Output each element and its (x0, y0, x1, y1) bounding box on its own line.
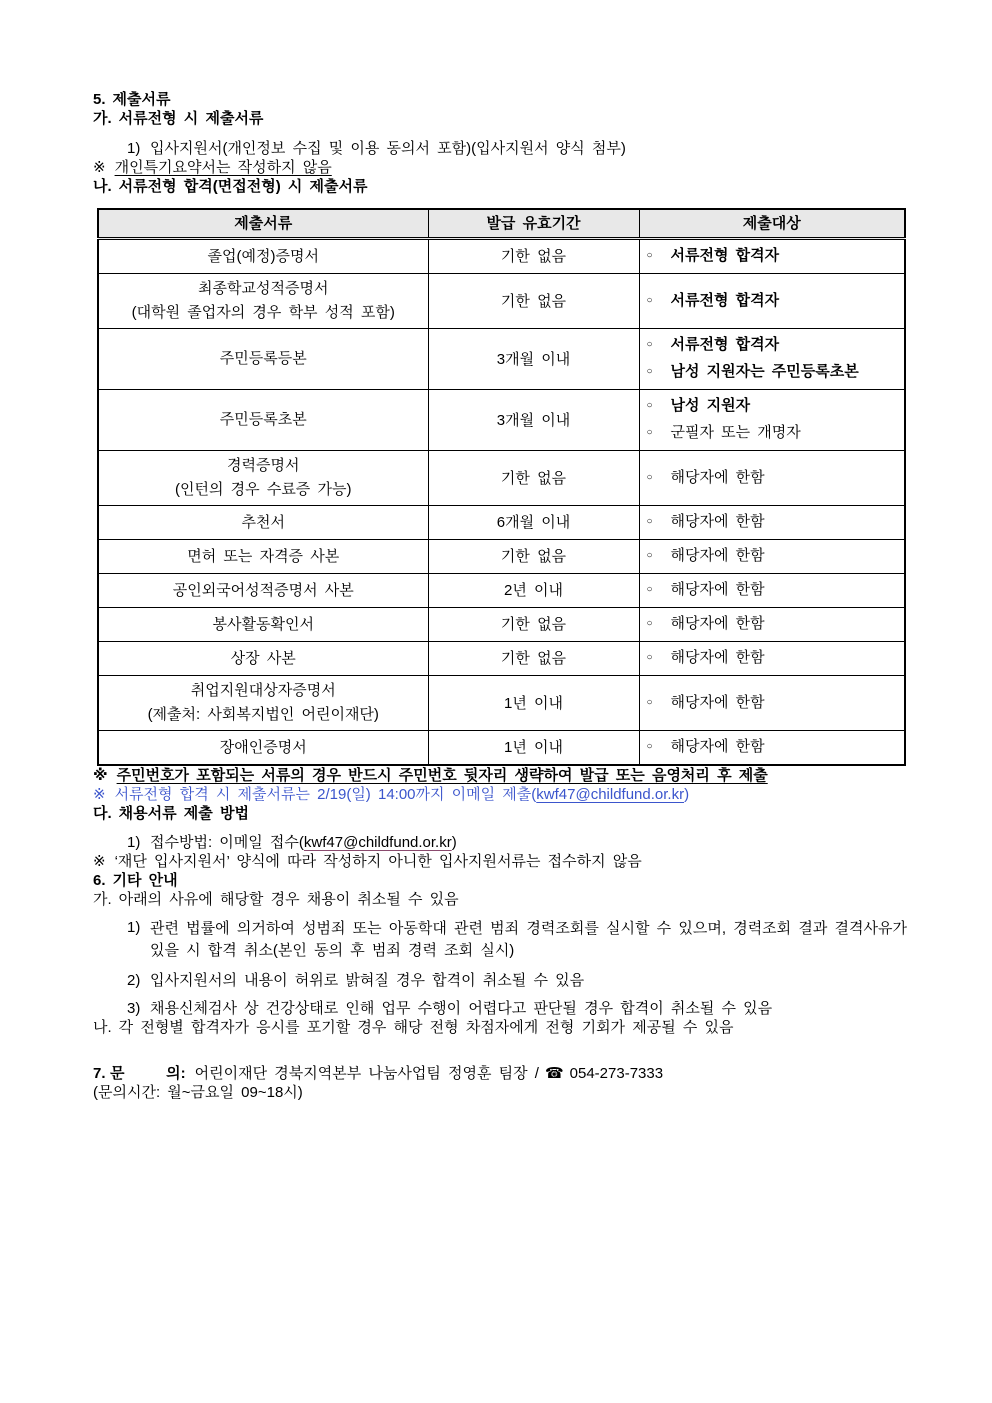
doc-name-cell (98, 506, 428, 540)
doc-name-cell (98, 274, 428, 329)
ga-title: 서류전형 시 제출서류 (118, 110, 264, 127)
item-number: 1) (127, 140, 141, 157)
item-text: 접수방법: 이메일 접수(kwf47@childfund.or.kr) (150, 834, 457, 851)
section7-number: 7. (93, 1065, 106, 1082)
target-cell (639, 329, 905, 390)
email-link[interactable]: kwf47@childfund.or.kr (303, 834, 452, 851)
section6-number: 6. (93, 872, 106, 889)
section5-ga-heading (93, 109, 907, 128)
table-row (98, 540, 905, 574)
da-label: 다. (93, 805, 112, 822)
section-da-item1 (127, 833, 907, 852)
item-text: 입사지원서의 내용이 허위로 밝혀질 경우 합격이 취소될 수 있음 (150, 972, 585, 989)
note-mark: ※ (93, 767, 108, 784)
circle-bullet-icon: ○ (646, 516, 653, 527)
doc-name-cell (98, 574, 428, 608)
table-note-privacy (93, 766, 907, 785)
table-row (98, 390, 905, 451)
validity-cell: 기한 없음 (428, 540, 639, 574)
ref-text: 개인특기요약서는 작성하지 않음 (114, 159, 332, 176)
circle-bullet-icon: ○ (646, 741, 653, 752)
section5-ref-note (93, 158, 907, 177)
section5-title: 제출서류 (112, 91, 171, 108)
target-line: ○ 군필자 또는 개명자 (647, 420, 903, 447)
circle-bullet-icon: ○ (646, 366, 653, 377)
validity-cell: 기한 없음 (428, 608, 639, 642)
circle-bullet-icon: ○ (646, 294, 653, 306)
table-row (98, 642, 905, 676)
col-header-validity: 발급 유효기간 (428, 209, 639, 239)
section5-number: 5. (93, 91, 106, 108)
circle-bullet-icon: ○ (646, 339, 653, 350)
note-mark: ※ (93, 786, 106, 803)
table-header-row (98, 209, 905, 239)
item-text: 채용신체검사 상 건강상태로 인해 업무 수행이 어렵다고 판단될 경우 합격이 취소될 수 있음 (150, 1000, 773, 1017)
table-row (98, 274, 905, 329)
validity-cell: 기한 없음 (428, 451, 639, 506)
validity-cell: 기한 없음 (428, 274, 639, 329)
note-privacy-text: 주민번호가 포함되는 서류의 경우 반드시 주민번호 뒷자리 생략하여 발급 또는 음영처리 후 제출 (116, 767, 768, 784)
col-header-document: 제출서류 (98, 209, 428, 239)
col-header-target: 제출대상 (639, 209, 905, 239)
target-cell (639, 642, 905, 676)
contact-text: 어린이재단 경북지역본부 나눔사업팀 정영훈 팀장 / (194, 1065, 539, 1082)
contact-label: 문 의: (110, 1065, 186, 1082)
target-line: ○ 남성 지원자 (647, 393, 903, 420)
doc-name-cell (98, 676, 428, 731)
ga-label: 가. (93, 110, 112, 127)
da-title: 채용서류 제출 방법 (118, 805, 249, 822)
section6-item1 (127, 918, 907, 962)
circle-bullet-icon: ○ (646, 696, 653, 708)
phone-number: 054-273-7333 (569, 1065, 664, 1082)
section6-item2 (127, 971, 907, 990)
doc-name: 취업지원대상자증명서 (190, 682, 336, 699)
target-cell (639, 506, 905, 540)
item-number: 1) (127, 919, 141, 936)
validity-cell: 1년 이내 (428, 676, 639, 731)
target-line: ○ 해당자에 한함 (647, 734, 903, 761)
section6-ga (93, 890, 907, 909)
section-da-item2 (93, 852, 907, 871)
ga-text: 아래의 사유에 해당할 경우 채용이 취소될 수 있음 (118, 891, 459, 908)
doc-name-line2: (제출처: 사회복지법인 어린이재단) (147, 706, 379, 723)
target-line: ○ 해당자에 한함 (647, 645, 903, 672)
table-row (98, 239, 905, 274)
doc-name-cell (98, 239, 428, 274)
validity-cell: 기한 없음 (428, 239, 639, 274)
doc-name: 최종학교성적증명서 (198, 280, 329, 297)
target-line: ○ 서류전형 합격자 (647, 288, 903, 315)
validity-cell: 6개월 이내 (428, 506, 639, 540)
doc-name-cell (98, 451, 428, 506)
doc-name-line2: (대학원 졸업자의 경우 학부 성적 포함) (131, 304, 395, 321)
target-cell (639, 731, 905, 766)
target-cell (639, 390, 905, 451)
doc-name: 추천서 (241, 513, 285, 531)
circle-bullet-icon: ○ (646, 400, 653, 411)
doc-name: 주민등록초본 (219, 411, 307, 428)
doc-name: 상장 사본 (230, 649, 296, 667)
doc-name-cell (98, 642, 428, 676)
da-item2-text: ‘재단 입사지원서’ 양식에 따라 작성하지 아니한 입사지원서류는 접수하지 않음 (114, 853, 642, 870)
target-cell (639, 239, 905, 274)
doc-name-cell (98, 390, 428, 451)
validity-cell: 3개월 이내 (428, 390, 639, 451)
doc-name: 주민등록등본 (219, 350, 307, 367)
section6-heading (93, 871, 907, 890)
doc-name-cell (98, 608, 428, 642)
doc-name: 경력증명서 (227, 457, 300, 474)
item-number: 2) (127, 972, 141, 989)
ga-label: 가. (93, 891, 112, 908)
section5-item1 (127, 139, 907, 158)
doc-name-cell (98, 329, 428, 390)
table-row (98, 451, 905, 506)
section6-item3 (127, 999, 907, 1018)
section6-title: 기타 안내 (112, 872, 178, 889)
na-label: 나. (93, 1019, 112, 1036)
target-line: ○ 해당자에 한함 (647, 509, 903, 536)
circle-bullet-icon: ○ (646, 584, 653, 595)
table-row (98, 608, 905, 642)
table-row (98, 676, 905, 731)
doc-name: 봉사활동확인서 (212, 615, 314, 633)
section5-heading (93, 90, 907, 109)
doc-name: 면허 또는 자격증 사본 (187, 547, 340, 565)
target-cell (639, 451, 905, 506)
phone-icon: ☎ (544, 1065, 564, 1082)
target-line: ○ 해당자에 한함 (647, 611, 903, 638)
section6-na (93, 1018, 907, 1037)
item-number: 1) (127, 834, 141, 851)
na-text: 각 전형별 합격자가 응시를 포기할 경우 해당 전형 차점자에게 전형 기회가 제공될 수 있음 (118, 1019, 734, 1036)
item-number: 3) (127, 1000, 141, 1017)
ref-mark: ※ (93, 159, 106, 176)
item-text: 관련 법률에 의거하여 성범죄 또는 아동학대 관련 범죄 경력조회를 실시할 수 있으며, 경력조회 결과 결격사유가 있을 시 합격 취소(본인 동의 후 범죄 경력 조회 실시) (150, 920, 907, 959)
na-label: 나. (93, 178, 112, 195)
target-cell (639, 608, 905, 642)
table-row (98, 329, 905, 390)
item-text: 입사지원서(개인정보 수집 및 이용 동의서 포함)(입사지원서 양식 첨부) (150, 140, 626, 157)
table-note-deadline (93, 785, 907, 804)
section5-na-heading (93, 177, 907, 196)
validity-cell: 기한 없음 (428, 642, 639, 676)
validity-cell: 3개월 이내 (428, 329, 639, 390)
circle-bullet-icon: ○ (646, 652, 653, 663)
circle-bullet-icon: ○ (646, 471, 653, 483)
submission-documents-table (97, 208, 906, 766)
section-da-heading (93, 804, 907, 823)
doc-name-cell (98, 540, 428, 574)
section7-contact (93, 1064, 907, 1083)
na-title: 서류전형 합격(면접전형) 시 제출서류 (118, 178, 368, 195)
target-line: ○ 남성 지원자는 주민등록초본 (647, 359, 903, 386)
target-line: ○ 해당자에 한함 (647, 465, 903, 492)
circle-bullet-icon: ○ (646, 618, 653, 629)
target-cell (639, 274, 905, 329)
circle-bullet-icon: ○ (646, 550, 653, 561)
validity-cell: 2년 이내 (428, 574, 639, 608)
doc-name: 장애인증명서 (219, 738, 307, 756)
doc-name-cell (98, 731, 428, 766)
target-line: ○ 해당자에 한함 (647, 577, 903, 604)
target-cell (639, 540, 905, 574)
note-deadline-text: 서류전형 합격 시 제출서류는 2/19(일) 14:00까지 이메일 제출( (114, 786, 537, 803)
circle-bullet-icon: ○ (646, 250, 653, 261)
email-link[interactable]: kwf47@childfund.or.kr (536, 786, 685, 803)
target-cell (639, 574, 905, 608)
note-suffix: ) (684, 786, 690, 803)
table-row (98, 731, 905, 766)
doc-name: 졸업(예정)증명서 (207, 247, 319, 265)
target-line: ○ 해당자에 한함 (647, 690, 903, 717)
target-line: ○ 서류전형 합격자 (647, 332, 903, 359)
table-row (98, 574, 905, 608)
target-line: ○ 해당자에 한함 (647, 543, 903, 570)
circle-bullet-icon: ○ (646, 427, 653, 438)
doc-name: 공인외국어성적증명서 사본 (172, 581, 354, 599)
contact-hours: (문의시간: 월~금요일 09~18시) (93, 1084, 303, 1101)
table-row (98, 506, 905, 540)
target-line: ○ 서류전형 합격자 (647, 243, 903, 270)
ref-mark: ※ (93, 853, 106, 870)
validity-cell: 1년 이내 (428, 731, 639, 766)
doc-name-line2: (인턴의 경우 수료증 가능) (175, 481, 352, 498)
target-cell (639, 676, 905, 731)
